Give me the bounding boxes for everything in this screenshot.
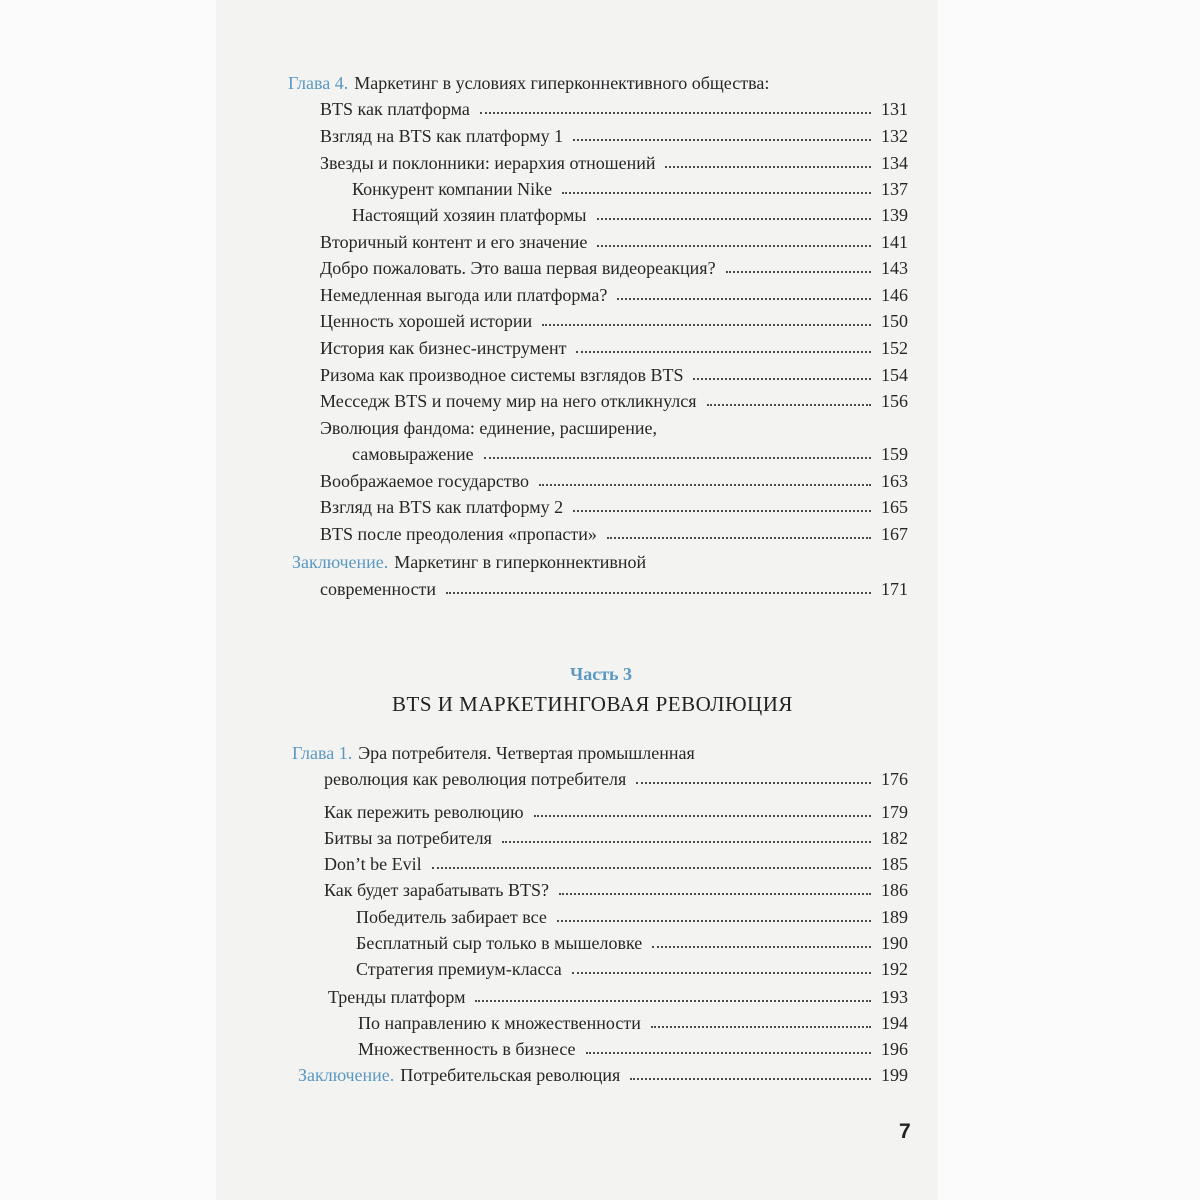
toc-entry (358, 1012, 908, 1034)
entry-page: 196 (881, 1039, 908, 1059)
dot-leader (542, 324, 871, 326)
toc-entry (320, 152, 908, 174)
toc-entry (356, 958, 908, 980)
entry-page: 150 (881, 311, 908, 331)
conclusion-label: Заключение. (292, 552, 389, 572)
toc-entry (320, 523, 908, 545)
entry-title: Как пережить революцию (324, 802, 524, 822)
entry-page: 182 (881, 828, 908, 848)
toc-entry (320, 470, 908, 492)
part-title: BTS И МАРКЕТИНГОВАЯ РЕВОЛЮЦИЯ (392, 692, 793, 716)
dot-leader (502, 841, 871, 843)
toc-entry (320, 257, 908, 279)
dot-leader (559, 893, 871, 895)
part-label: Часть 3 (570, 664, 633, 684)
chapter-1-heading (292, 742, 908, 764)
entry-title: Воображаемое государство (320, 471, 530, 491)
entry-title: Конкурент компании Nike (352, 179, 553, 199)
entry-title: Бесплатный сыр только в мышеловке (356, 933, 643, 953)
entry-title: История как бизнес-инструмент (320, 338, 567, 358)
dot-leader (665, 166, 871, 168)
entry-page: 190 (881, 933, 908, 953)
entry-page: 156 (881, 391, 908, 411)
dot-leader (573, 139, 871, 141)
toc-entry (320, 284, 908, 306)
toc-entry (356, 906, 908, 928)
entry-page: 137 (881, 179, 908, 199)
entry-title: Ризома как производное системы взглядов BTS (320, 365, 684, 385)
entry-title: Настоящий хозяин платформы (352, 205, 587, 225)
entry-title: Вторичный контент и его значение (320, 232, 588, 252)
dot-leader (480, 112, 871, 114)
entry-title: Как будет зарабатывать BTS? (324, 880, 549, 900)
entry-page: 141 (881, 232, 908, 252)
entry-page: 167 (881, 524, 908, 544)
dot-leader (597, 245, 871, 247)
entry-title: BTS как платформа (320, 99, 470, 119)
entry-page: 163 (881, 471, 908, 491)
dot-leader (636, 782, 871, 784)
entry-title: Ценность хорошей истории (320, 311, 533, 331)
entry-page: 193 (881, 987, 908, 1007)
dot-leader (446, 592, 871, 594)
entry-title: самовыражение (352, 444, 474, 464)
conclusion-title: Маркетинг в гиперконнективной (394, 552, 647, 572)
toc-entry (320, 231, 908, 253)
toc-entry (320, 364, 908, 386)
toc-entry (358, 1038, 908, 1060)
dot-leader (693, 378, 871, 380)
entry-page: 132 (881, 126, 908, 146)
toc-entry (320, 310, 908, 332)
dot-leader (726, 271, 871, 273)
dot-leader (630, 1078, 871, 1080)
entry-title: Немедленная выгода или платформа? (320, 285, 608, 305)
toc-entry (352, 178, 908, 200)
dot-leader (607, 537, 871, 539)
toc-entry (352, 443, 908, 465)
entry-page: 179 (881, 802, 908, 822)
dot-leader (707, 404, 871, 406)
dot-leader (586, 1052, 871, 1054)
chapter-title: Эра потребителя. Четвертая промышленная (358, 743, 695, 763)
entry-page: 192 (881, 959, 908, 979)
dot-leader (572, 972, 871, 974)
toc-entry (324, 768, 908, 790)
entry-page: 186 (881, 880, 908, 900)
toc-entry (320, 390, 908, 412)
dot-leader (539, 484, 871, 486)
toc-entry (324, 801, 908, 823)
dot-leader (432, 867, 871, 869)
entry-page: 199 (881, 1065, 908, 1085)
chapter-label: Глава 4. (288, 73, 349, 93)
dot-leader (597, 218, 871, 220)
entry-title: Звезды и поклонники: иерархия отношений (320, 153, 656, 173)
chapter-label: Глава 1. (292, 743, 353, 763)
entry-title: Don’t be Evil (324, 854, 422, 874)
dot-leader (573, 510, 871, 512)
toc-entry (320, 98, 908, 120)
toc-entry (356, 932, 908, 954)
page-number: 7 (899, 1120, 911, 1143)
conclusion-heading (292, 551, 908, 573)
toc-entry (328, 986, 908, 1008)
entry-title: Стратегия премиум-класса (356, 959, 562, 979)
entry-page: 134 (881, 153, 908, 173)
entry-page: 131 (881, 99, 908, 119)
entry-page: 176 (881, 769, 908, 789)
entry-title: Месседж BTS и почему мир на него откликнулся (320, 391, 697, 411)
dot-leader (652, 946, 871, 948)
entry-title: Битвы за потребителя (324, 828, 492, 848)
toc-entry (352, 204, 908, 226)
entry-title: Множественность в бизнесе (358, 1039, 576, 1059)
dot-leader (484, 457, 871, 459)
dot-leader (534, 815, 871, 817)
toc-entry (324, 879, 908, 901)
dot-leader (557, 920, 871, 922)
entry-title: революция как революция потребителя (324, 769, 627, 789)
entry-page: 139 (881, 205, 908, 225)
toc-entry (320, 417, 908, 439)
dot-leader (475, 1000, 871, 1002)
entry-title: современности (320, 579, 437, 599)
conclusion-entry (298, 1064, 908, 1086)
entry-title: Тренды платформ (328, 987, 466, 1007)
dot-leader (651, 1026, 871, 1028)
entry-title: Взгляд на BTS как платформу 2 (320, 497, 564, 517)
entry-page: 143 (881, 258, 908, 278)
toc-entry (320, 125, 908, 147)
entry-page: 159 (881, 444, 908, 464)
toc-entry (320, 496, 908, 518)
chapter-title: Маркетинг в условиях гиперконнективного общества: (354, 73, 770, 93)
toc-entry (324, 827, 908, 849)
entry-title: Победитель забирает все (356, 907, 547, 927)
conclusion-label: Заключение. (298, 1065, 395, 1085)
entry-page: 171 (881, 579, 908, 599)
entry-title: Добро пожаловать. Это ваша первая видеореакция? (320, 258, 716, 278)
entry-page: 152 (881, 338, 908, 358)
entry-page: 189 (881, 907, 908, 927)
dot-leader (576, 351, 871, 353)
chapter-4-heading (288, 72, 908, 94)
entry-title: Эволюция фандома: единение, расширение, (320, 418, 657, 438)
entry-title: Взгляд на BTS как платформу 1 (320, 126, 564, 146)
entry-page: 194 (881, 1013, 908, 1033)
dot-leader (562, 192, 871, 194)
entry-page: 146 (881, 285, 908, 305)
toc-entry (320, 337, 908, 359)
entry-title: BTS после преодоления «пропасти» (320, 524, 597, 544)
entry-title: По направлению к множественности (358, 1013, 641, 1033)
conclusion-title: Потребительская революция (400, 1065, 621, 1085)
entry-page: 154 (881, 365, 908, 385)
toc-entry (324, 853, 908, 875)
entry-page: 165 (881, 497, 908, 517)
entry-page: 185 (881, 854, 908, 874)
dot-leader (617, 298, 871, 300)
toc-entry (320, 578, 908, 600)
